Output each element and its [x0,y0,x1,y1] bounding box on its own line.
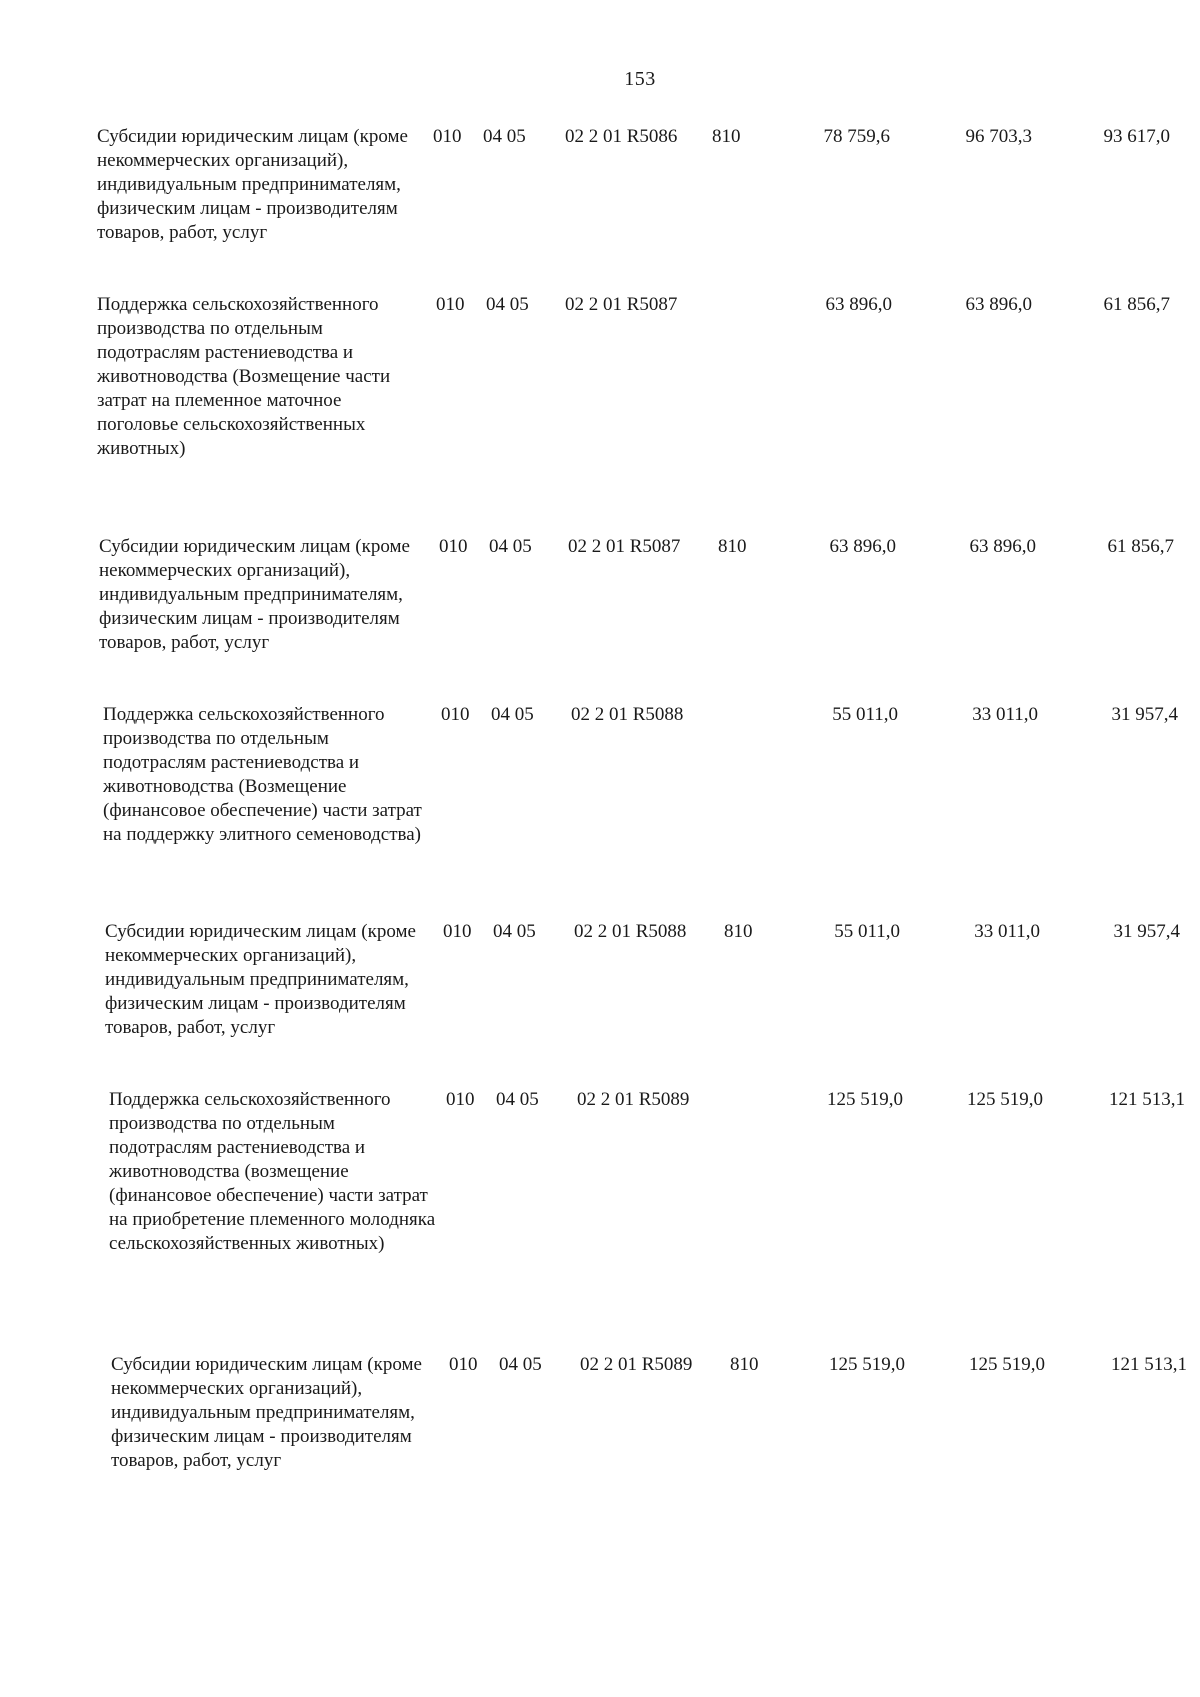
ministry-code: 010 [449,1354,478,1375]
amount-year-3: 61 856,7 [1103,294,1170,315]
amount-year-2: 63 896,0 [969,536,1036,557]
amount-year-1: 125 519,0 [829,1354,905,1375]
section-code: 04 05 [483,126,526,147]
amount-year-2: 63 896,0 [965,294,1032,315]
target-article-code: 02 2 01 R5089 [580,1354,693,1375]
section-code: 04 05 [491,704,534,725]
section-code: 04 05 [486,294,529,315]
amount-year-2: 33 011,0 [972,704,1038,725]
amount-year-3: 61 856,7 [1107,536,1174,557]
amount-year-2: 33 011,0 [974,921,1040,942]
amount-year-1: 55 011,0 [834,921,900,942]
section-code: 04 05 [489,536,532,557]
amount-year-3: 31 957,4 [1113,921,1180,942]
row-description: Поддержка сельскохозяйственного производства по отдельным подотраслям растениеводства и животноводства (Возмещение (финансовое обеспечение) части затрат на поддержку элитного семеноводства) [103,704,422,845]
ministry-code: 010 [436,294,465,315]
row-description: Субсидии юридическим лицам (кроме некоммерческих организаций), индивидуальным предпринимателям, физическим лицам - производителям товаров, работ, услуг [105,921,416,1038]
expense-type-code: 810 [718,536,747,557]
expense-type-code: 810 [712,126,741,147]
amount-year-3: 121 513,1 [1111,1354,1187,1375]
target-article-code: 02 2 01 R5088 [574,921,687,942]
amount-year-3: 93 617,0 [1103,126,1170,147]
section-code: 04 05 [499,1354,542,1375]
target-article-code: 02 2 01 R5086 [565,126,678,147]
amount-year-2: 125 519,0 [969,1354,1045,1375]
section-code: 04 05 [496,1089,539,1110]
ministry-code: 010 [443,921,472,942]
amount-year-1: 63 896,0 [825,294,892,315]
amount-year-2: 96 703,3 [965,126,1032,147]
amount-year-3: 121 513,1 [1109,1089,1185,1110]
ministry-code: 010 [439,536,468,557]
expense-type-code: 810 [724,921,753,942]
target-article-code: 02 2 01 R5089 [577,1089,690,1110]
target-article-code: 02 2 01 R5087 [565,294,678,315]
row-description: Поддержка сельскохозяйственного производства по отдельным подотраслям растениеводства и животноводства (Возмещение части затрат на племенное маточное поголовье сельскохозяйственных животных) [97,294,391,459]
amount-year-1: 55 011,0 [832,704,898,725]
row-description: Субсидии юридическим лицам (кроме некоммерческих организаций), индивидуальным предпринимателям, физическим лицам - производителям товаров, работ, услуг [111,1354,422,1471]
page-number: 153 [624,68,656,90]
amount-year-3: 31 957,4 [1111,704,1178,725]
amount-year-1: 78 759,6 [823,126,890,147]
row-description: Поддержка сельскохозяйственного производства по отдельным подотраслям растениеводства и животноводства (возмещение (финансовое обеспечение) части затрат на приобретение племенного молодняка сельскохозяйственных животных) [109,1089,436,1254]
section-code: 04 05 [493,921,536,942]
ministry-code: 010 [433,126,462,147]
target-article-code: 02 2 01 R5087 [568,536,681,557]
amount-year-2: 125 519,0 [967,1089,1043,1110]
row-description: Субсидии юридическим лицам (кроме некоммерческих организаций), индивидуальным предпринимателям, физическим лицам - производителям товаров, работ, услуг [99,536,410,653]
ministry-code: 010 [441,704,470,725]
amount-year-1: 63 896,0 [829,536,896,557]
ministry-code: 010 [446,1089,475,1110]
target-article-code: 02 2 01 R5088 [571,704,684,725]
row-description: Субсидии юридическим лицам (кроме некоммерческих организаций), индивидуальным предпринимателям, физическим лицам - производителям товаров, работ, услуг [97,126,408,243]
expense-type-code: 810 [730,1354,759,1375]
amount-year-1: 125 519,0 [827,1089,903,1110]
